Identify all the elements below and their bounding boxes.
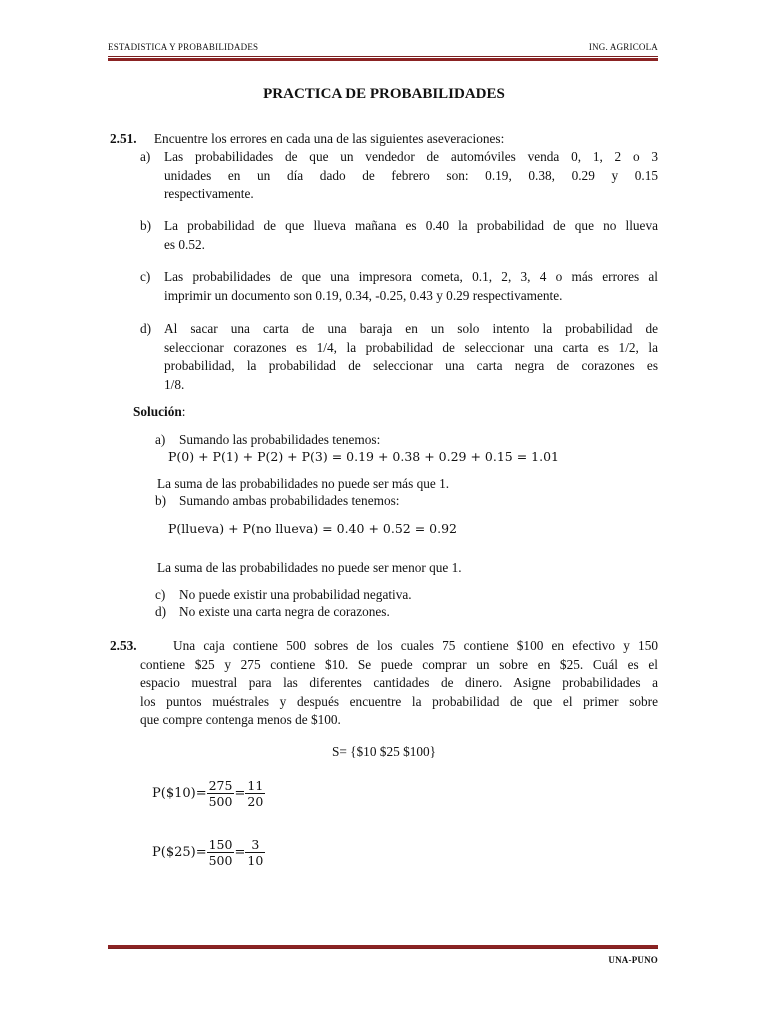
sol-a-note: La suma de las probabilidades no puede ser más que 1. — [157, 476, 450, 491]
item-a-line: Las probabilidades de que un vendedor de automóviles venda 0, 1, 2 o 3 — [164, 149, 658, 164]
item-marker-c: c) — [140, 269, 151, 284]
equation-p25 — [152, 837, 265, 868]
sol-b-equation: P(llueva) + P(no llueva) = 0.40 + 0.52 = 0.92 — [168, 521, 457, 536]
sol-b-text: Sumando ambas probabilidades tenemos: — [179, 493, 400, 508]
solution-heading — [133, 403, 185, 422]
problem-253-text — [140, 637, 658, 730]
header-rule — [108, 56, 658, 61]
sol-a-text: Sumando las probabilidades tenemos: — [179, 432, 381, 447]
header-course: ESTADISTICA Y PROBABILIDADES — [108, 42, 259, 52]
item-d-line: seleccionar corazones es 1/4, la probabilidad de seleccionar una carta es 1/2, la — [164, 339, 658, 355]
item-b-line: es 0.52. — [164, 236, 205, 252]
sol-marker-a: a) — [155, 432, 166, 447]
item-a-line: respectivamente. — [164, 186, 254, 201]
denominator: 20 — [247, 794, 264, 809]
equals-sign: = — [234, 845, 246, 860]
problem-number: 2.53. — [110, 638, 137, 653]
item-c-line: Las probabilidades de que una impresora cometa, 0.1, 2, 3, 4 o más errores al — [164, 269, 658, 284]
item-b-line: La probabilidad de que llueva mañana es 0.40 la probabilidad de que no llueva — [164, 218, 658, 233]
sol-c-text: No puede existir una probabilidad negativa. — [179, 587, 412, 602]
solution-label: Solución — [133, 404, 182, 419]
item-a-text — [164, 148, 658, 204]
problem-number: 2.51. — [110, 131, 137, 146]
sol-marker-b: b) — [155, 493, 167, 508]
item-b-text — [164, 217, 658, 254]
item-d-text — [164, 320, 658, 394]
sol-marker-c: c) — [155, 587, 166, 602]
problem-253-line: que compre contenga menos de $100. — [140, 712, 341, 727]
numerator: 275 — [208, 778, 233, 793]
denominator: 500 — [208, 794, 233, 809]
item-c-text — [164, 268, 658, 305]
fraction — [207, 778, 235, 809]
problem-253-line: Una caja contiene 500 sobres de los cuales 75 contiene $100 en efectivo y 150 — [173, 638, 658, 653]
footer-rule — [108, 944, 658, 949]
problem-intro: Encuentre los errores en cada una de las siguientes aseveraciones: — [153, 131, 505, 146]
equation-p10 — [152, 778, 265, 809]
sol-b-note: La suma de las probabilidades no puede ser menor que 1. — [157, 560, 462, 575]
denominator: 10 — [247, 853, 264, 868]
problem-253-line: los puntos muéstrales y después encuentre la probabilidad de que el primer sobre — [140, 693, 658, 709]
denominator: 500 — [208, 853, 233, 868]
sol-a-equation: P(0) + P(1) + P(2) + P(3) = 0.19 + 0.38 + 0.29 + 0.15 = 1.01 — [168, 449, 559, 464]
fraction — [245, 837, 265, 868]
fraction — [207, 837, 235, 868]
fraction — [245, 778, 265, 809]
item-marker-a: a) — [140, 149, 151, 164]
problem-253-number — [110, 637, 137, 656]
item-a-line: unidades en un día dado de febrero son: 0.19, 0.38, 0.29 y 0.15 — [164, 167, 658, 183]
item-marker-d: d) — [140, 321, 152, 336]
page-title: PRACTICA DE PROBABILIDADES — [263, 86, 505, 102]
header-career: ING. AGRICOLA — [588, 42, 658, 52]
numerator: 11 — [247, 778, 264, 793]
problem-251-header — [110, 130, 504, 149]
sol-d-text: No existe una carta negra de corazones. — [179, 604, 390, 619]
problem-253-line: espacio muestral para las diferentes cantidades de dinero. Asigne probabilidades a — [140, 675, 658, 690]
solution-colon: : — [181, 404, 186, 419]
numerator: 3 — [245, 837, 265, 853]
equation-lhs: P($25)= — [152, 845, 207, 860]
item-d-line: probabilidad, la probabilidad de seleccionar una carta negra de corazones es — [164, 358, 658, 373]
equation-lhs: P($10)= — [152, 786, 207, 801]
item-c-line: imprimir un documento son 0.19, 0.34, -0.25, 0.43 y 0.29 respectivamente. — [164, 287, 563, 303]
item-d-line: Al sacar una carta de una baraja en un solo intento la probabilidad de — [164, 321, 658, 336]
numerator: 150 — [208, 837, 233, 852]
equals-sign: = — [234, 786, 246, 801]
sample-space: S= {$10 $25 $100} — [331, 744, 437, 759]
item-d-line: 1/8. — [164, 376, 185, 392]
item-marker-b: b) — [140, 218, 152, 233]
problem-253-line: contiene $25 y 275 contiene $10. Se puede comprar un sobre en $25. Cuál es el — [140, 656, 658, 672]
footer-university: UNA-PUNO — [608, 955, 658, 965]
sol-marker-d: d) — [155, 604, 167, 619]
